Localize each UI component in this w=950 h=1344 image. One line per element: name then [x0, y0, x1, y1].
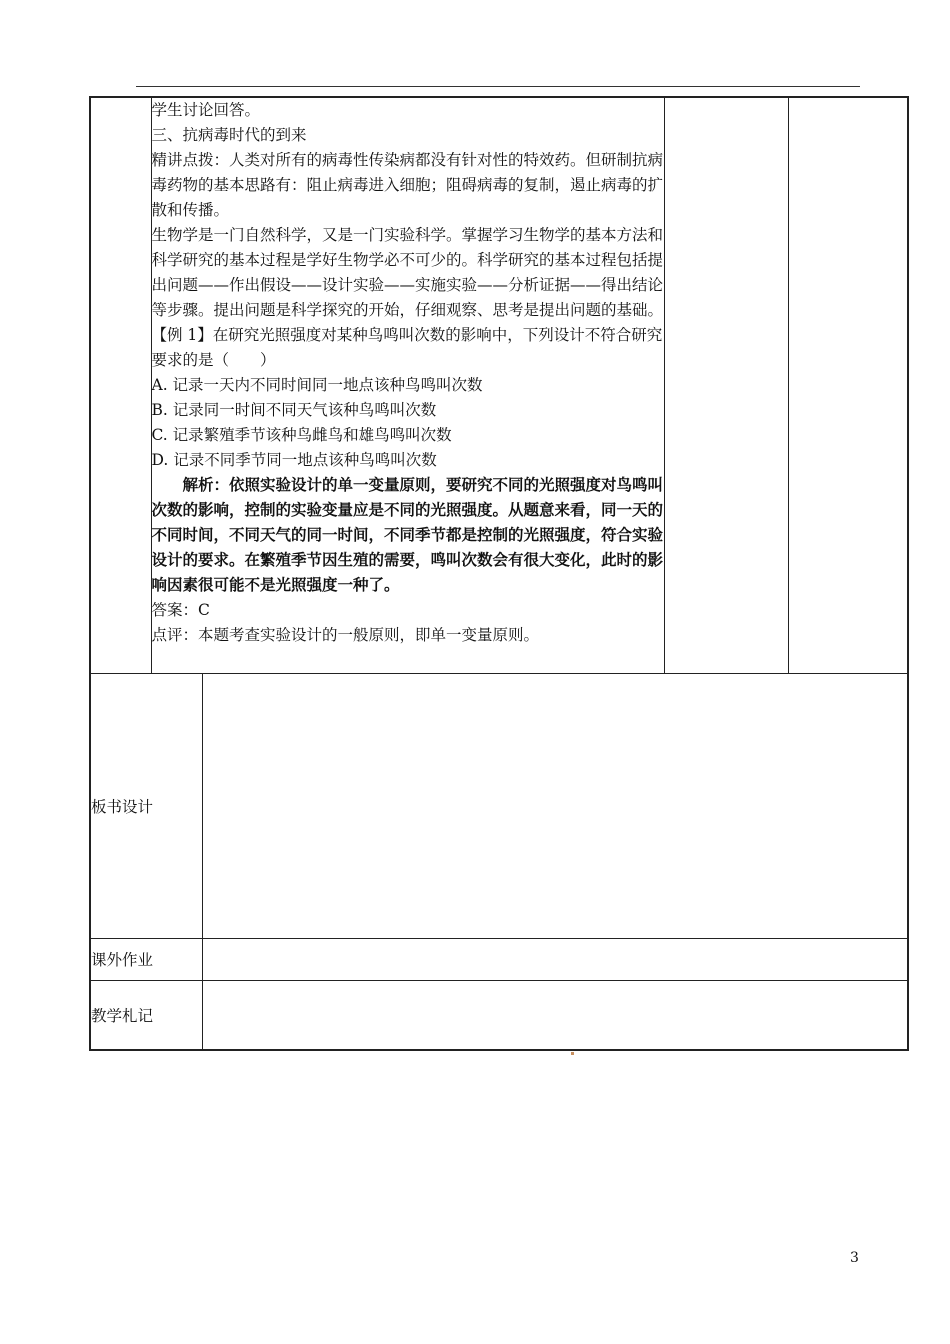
homework-label: 课外作业 — [90, 938, 202, 980]
notes-row — [90, 980, 908, 1050]
page-number: 3 — [850, 1250, 859, 1266]
lesson-plan-table — [89, 96, 909, 1051]
option-b: B. 记录同一时间不同天气该种鸟鸣叫次数 — [151, 401, 437, 419]
example-question: 【例 1】在研究光照强度对某种鸟鸣叫次数的影响中，下列设计不符合研究要求的是（ ） — [151, 326, 663, 369]
option-a: A. 记录一天内不同时间同一地点该种鸟鸣叫次数 — [151, 376, 483, 394]
paragraph-key-points: 精讲点拨：人类对所有的病毒性传染病都没有针对性的特效药。但研制抗病毒药物的基本思路有：阻止病毒进入细胞；阻碍病毒的复制，遏止病毒的扩散和传播。 — [151, 151, 664, 219]
section-heading: 三、抗病毒时代的到来 — [151, 126, 307, 144]
board-design-content — [202, 673, 908, 938]
analysis-text: 解析：依照实验设计的单一变量原则，要研究不同的光照强度对鸟鸣叫次数的影响，控制的实验变量应是不同的光照强度。从题意来看，同一天的不同时间，不同天气的同一时间，不同季节都是控制的光照强度，符合实验设计的要求。在繁殖季节因生殖的需要，鸣叫次数会有很大变化，此时的影响因素很可能不是光照强度一种了。 — [151, 476, 664, 594]
board-design-label: 板书设计 — [90, 673, 202, 938]
notes-label: 教学札记 — [90, 980, 202, 1050]
design-intent-cell — [788, 97, 908, 673]
header-rule — [136, 86, 860, 87]
answer-text: 答案：C — [151, 601, 210, 619]
teaching-process-row — [90, 97, 908, 673]
paragraph-science-method: 生物学是一门自然科学，又是一门实验科学。掌握学习生物学的基本方法和科学研究的基本过程是学好生物学必不可少的。科学研究的基本过程包括提出问题——作出假设——设计实验——实施实验——分析证据——得出结论等步骤。提出问题是科学探究的开始，仔细观察、思考是提出问题的基础。 — [151, 226, 664, 319]
content-cell — [151, 97, 664, 673]
comment-text: 点评：本题考查实验设计的一般原则，即单一变量原则。 — [151, 626, 540, 644]
homework-row — [90, 938, 908, 980]
option-c: C. 记录繁殖季节该种鸟雌鸟和雄鸟鸣叫次数 — [151, 426, 452, 444]
stage-cell — [90, 97, 151, 673]
stray-mark — [571, 1052, 574, 1055]
student-activity-cell — [664, 97, 788, 673]
option-d: D. 记录不同季节同一地点该种鸟鸣叫次数 — [151, 451, 437, 469]
paragraph-discussion: 学生讨论回答。 — [151, 101, 261, 119]
homework-content — [202, 938, 908, 980]
board-design-row — [90, 673, 908, 938]
notes-content — [202, 980, 908, 1050]
